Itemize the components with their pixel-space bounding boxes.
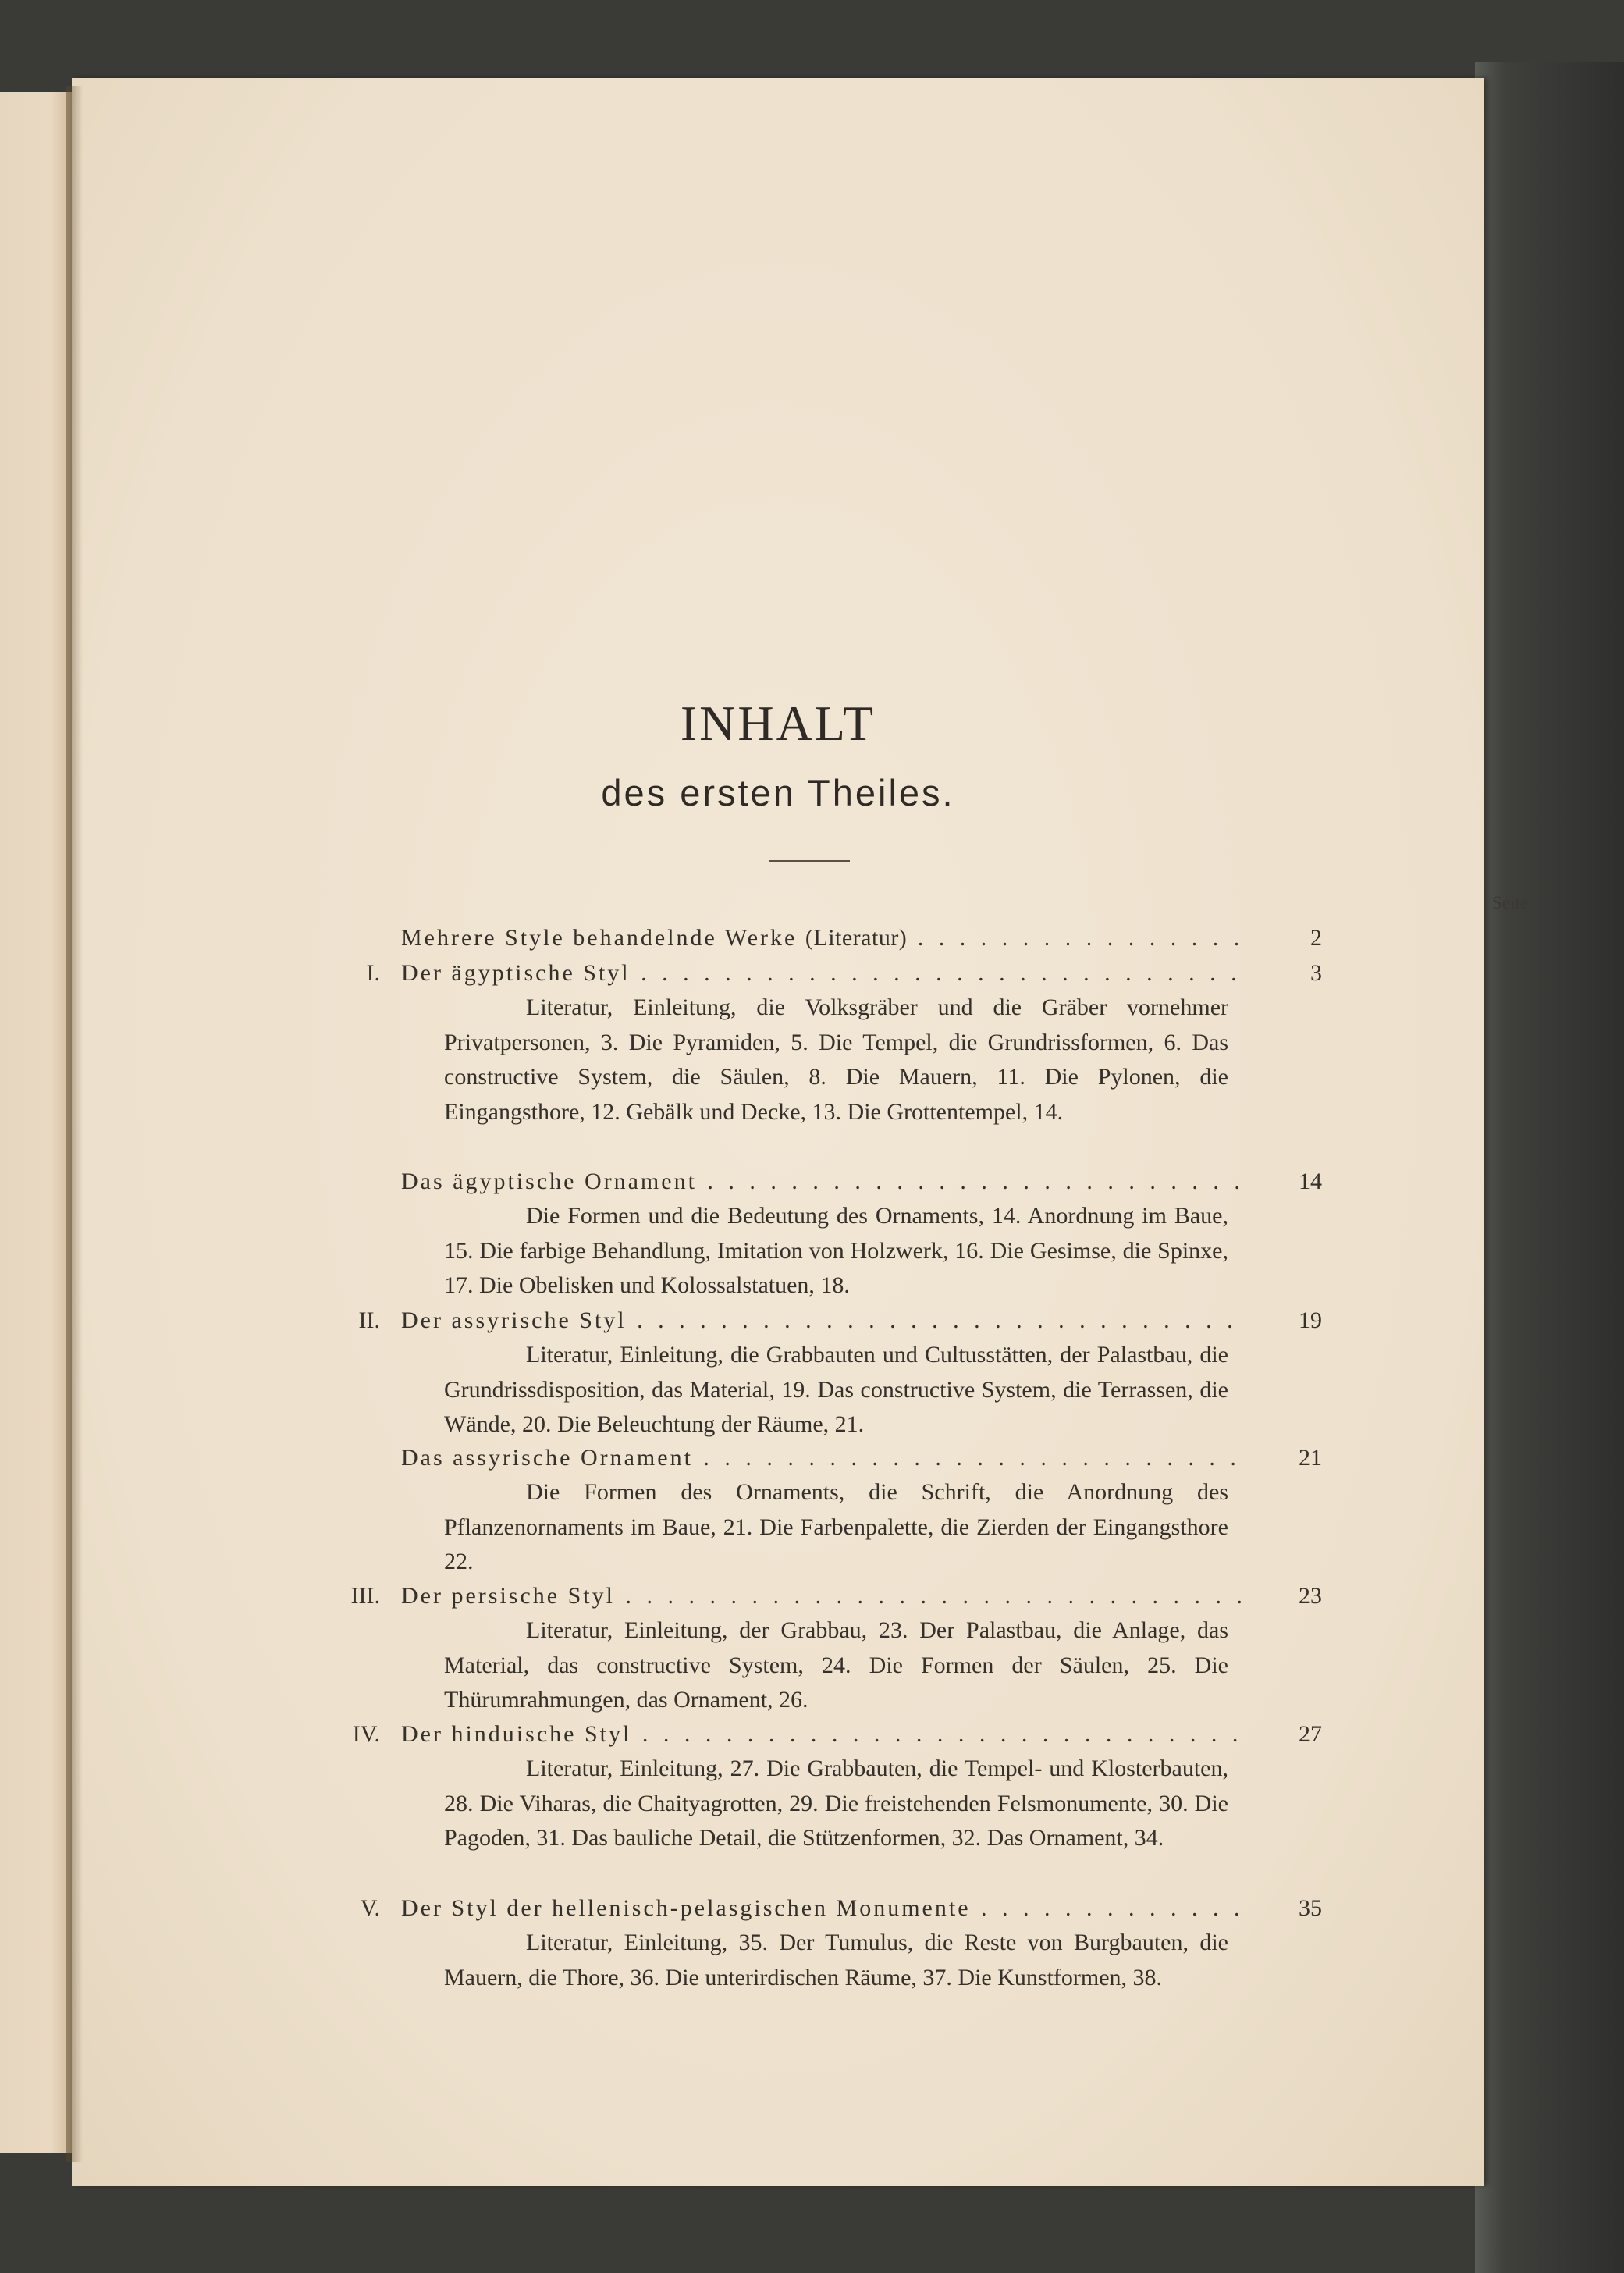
- toc-entry-description: Die Formen des Ornaments, die Schrift, die Anordnung des Pflanzenornaments im Baue, 21. Die Farbenpalette, die Zierden der Eingangsthore 22.: [444, 1479, 1228, 1574]
- page-subtitle: des ersten Theiles.: [601, 772, 955, 813]
- title-divider: [769, 860, 850, 862]
- toc-entry-page: 35: [1299, 1895, 1322, 1921]
- toc-entry-description: Literatur, Einleitung, 27. Die Grabbauten, die Tempel- und Klosterbauten, 28. Die Viharas, die Chaityagrotten, 29. Die freistehenden Felsmonumente, 30. Die Pagoden, 31. Das bauliche Detail, die Stützenformen, 32. Das Ornament, 34.: [444, 1755, 1228, 1851]
- seite-column-label: Seite: [1492, 893, 1528, 912]
- page-gutter-shadow: [66, 86, 83, 2162]
- toc-entry: [329, 1891, 1322, 1926]
- toc-entry-number: V.: [360, 1895, 380, 1921]
- left-page-edge: [0, 92, 72, 2153]
- toc-entry-page: 3: [1310, 960, 1322, 986]
- toc-entry-description: Literatur, Einleitung, die Volksgräber und die Gräber vornehmer Privatpersonen, 3. Die Pyramiden, 5. Die Tempel, die Grundrissformen, 6. Das constructive System, die Säulen, 8. Die Mauern, 11. Die Pylonen, die Eingangsthore, 12. Gebälk und Decke, 13. Die Grottentempel, 14.: [444, 994, 1228, 1125]
- toc-entry-page: 2: [1310, 925, 1322, 951]
- toc-entry-number: III.: [350, 1583, 380, 1609]
- toc-entry-description: Literatur, Einleitung, der Grabbau, 23. Der Palastbau, die Anlage, das Material, das constructive System, 24. Die Formen der Säulen, 25. Die Thürumrahmungen, das Ornament, 26.: [444, 1617, 1228, 1713]
- toc-entry-number: IV.: [352, 1721, 380, 1747]
- toc-entry: [329, 1304, 1322, 1338]
- toc-entry-page: 21: [1299, 1445, 1322, 1471]
- toc-entry-title: Der persische Styl . . .: [401, 1579, 1244, 1613]
- toc-entry-description: Literatur, Einleitung, 35. Der Tumulus, die Reste von Burgbauten, die Mauern, die Thore, 36. Die unterirdischen Räume, 37. Die Kunstformen, 38.: [444, 1930, 1228, 1990]
- toc-entry-title: Der Styl der hellenisch-pelasgischen Monumente . . .: [401, 1891, 1244, 1926]
- toc-entry-title: Der ägyptische Styl . . .: [401, 956, 1244, 991]
- page-title: INHALT: [680, 695, 876, 751]
- toc-entry-page: 27: [1299, 1721, 1322, 1747]
- toc-entry-description: Literatur, Einleitung, die Grabbauten und Cultusstätten, der Palastbau, die Grundrissdisposition, das Material, 19. Das constructive System, die Terrassen, die Wände, 20. Die Beleuchtung der Räume, 21.: [444, 1342, 1228, 1437]
- toc-entry-number: I.: [366, 960, 380, 986]
- toc-entry-title: Der assyrische Styl . . .: [401, 1304, 1244, 1338]
- toc-entry-number: II.: [358, 1307, 380, 1333]
- toc-entry-title: Der hinduische Styl . . .: [401, 1717, 1244, 1752]
- toc-entry: [329, 1165, 1322, 1199]
- toc-entry-title: Das assyrische Ornament . . .: [401, 1441, 1244, 1475]
- toc-entry: [329, 1717, 1322, 1752]
- toc-entry-title: Mehrere Style behandelnde Werke (Literatur) . . .: [401, 921, 1244, 955]
- book-page: [72, 78, 1528, 2186]
- toc-entry: [329, 1441, 1322, 1475]
- toc-entry: [329, 956, 1322, 991]
- book-cover-edge: [1475, 62, 1624, 2273]
- toc-entry: [329, 921, 1322, 955]
- toc-entry-description: Die Formen und die Bedeutung des Ornaments, 14. Anordnung im Baue, 15. Die farbige Behandlung, Imitation von Holzwerk, 16. Die Gesimse, die Spinxe, 17. Die Obelisken und Kolossalstatuen, 18.: [444, 1203, 1228, 1298]
- toc-entry: [329, 1579, 1322, 1613]
- toc-entry-title: Das ägyptische Ornament . . .: [401, 1165, 1244, 1199]
- toc-entry-page: 23: [1299, 1583, 1322, 1609]
- toc-entry-page: 19: [1299, 1307, 1322, 1333]
- toc-entry-page: 14: [1299, 1169, 1322, 1194]
